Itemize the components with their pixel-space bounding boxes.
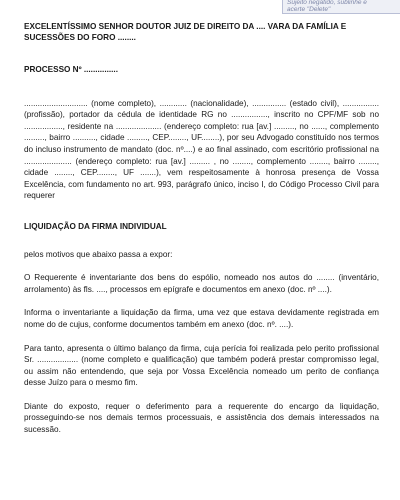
sticky-note-line-1: Sujeito negatido, sublinhe e bbox=[287, 0, 367, 6]
section-title: LIQUIDAÇÃO DA FIRMA INDIVIDUAL bbox=[24, 221, 167, 231]
body-paragraph-2: O Requerente é inventariante dos bens do espólio, nomeado nos autos do ........ (inventário, arrolamento) às fls. ...., processos em epígrafe e documentos em anexo (doc. nº ....). bbox=[24, 273, 379, 294]
body-paragraph-1: pelos motivos que abaixo passa a expor: bbox=[24, 249, 173, 259]
sticky-note-line-2: acerte "Delete" bbox=[287, 5, 331, 13]
qualification-paragraph: ............................ (nome completo), ............ (nacionalidade), ............... (estado civil), ................ (profissão), portador da cédula de identidade RG no ................, inscrito no CPF/MF sob no ................., residente na .................... (endereço completo: rua [av.] ........., no ......, complemento ........., bairro .........., cidade ........., CEP........, UF........), por seu Advogado constituído nos termos do incluso instrumento de mandato (doc. nº....) e ao final assinado, com escritório profissional na ..................... (endereço completo: rua [av.] ......... , no ........, complemento ........, bairro ........, cidade ........, CEP........, UF .......), vem respeitosamente à honrosa presença de Vossa Excelência, com fundamento no art. 993, parágrafo único, inciso I, do Código Processo Civil para requerer bbox=[24, 98, 379, 201]
document-page bbox=[24, 0, 379, 500]
body-paragraph-5: Diante do exposto, requer o deferimento para a requerente do encargo da liquidação, prosseguindo-se nos demais termos processuais, e assistência dos demais interessados na sucessão. bbox=[24, 401, 379, 435]
document-heading: EXCELENTÍSSIMO SENHOR DOUTOR JUIZ DE DIREITO DA .... VARA DA FAMÍLIA E SUCESSÕES DO FORO ........ bbox=[24, 22, 347, 42]
process-number: PROCESSO Nº ............... bbox=[24, 65, 118, 74]
body-paragraph-3: Informa o inventariante a liquidação da firma, uma vez que estava devidamente registrada em nome do de cujus, conforme documentos também em anexo (doc. nº. ....). bbox=[24, 308, 379, 329]
body-paragraph-4: Para tanto, apresenta o último balanço da firma, cuja perícia foi realizada pelo perito profissional Sr. .................. (nome completo e qualificação) que também poderá prestar compromisso legal, ou assim não entendendo, que seja por Vossa Excelência nomeado um perito de confiança desse Juízo para o mesmo fim. bbox=[24, 343, 379, 388]
